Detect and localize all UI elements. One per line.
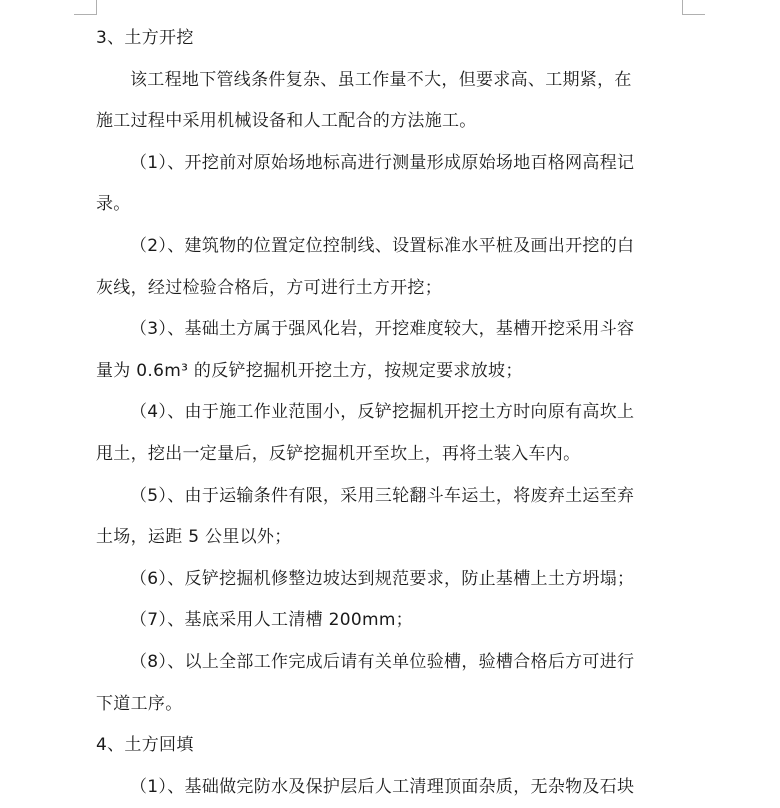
- document-page: [96, 18, 686, 808]
- section-heading: [96, 725, 686, 767]
- paragraph-line: 量为 0.6m³ 的反铲挖掘机开挖土方，按规定要求放坡；: [96, 360, 523, 381]
- paragraph: [96, 642, 686, 725]
- paragraph-line: 灰线，经过检验合格后，方可进行土方开挖；: [96, 277, 442, 298]
- paragraph: [96, 392, 686, 475]
- paragraph-line: 甩土，挖出一定量后，反铲挖掘机开至坎上，再将土装入车内。: [96, 443, 581, 464]
- paragraph-line: 该工程地下管线条件复杂、虽工作量不大，但要求高、工期紧，在: [130, 69, 632, 90]
- section-heading: [96, 18, 686, 60]
- paragraph-line: （7）、基底采用人工清槽 200mm；: [130, 610, 413, 631]
- paragraph-line: （1）、开挖前对原始场地标高进行测量形成原始场地百格网高程记: [130, 152, 635, 173]
- paragraph: [96, 60, 686, 143]
- page-corner-mark-right: [682, 0, 705, 15]
- paragraph: [96, 600, 686, 642]
- paragraph-line: 施工过程中采用机械设备和人工配合的方法施工。: [96, 111, 477, 132]
- paragraph-line: （4）、由于施工作业范围小，反铲挖掘机开挖土方时向原有高坎上: [130, 402, 635, 423]
- paragraph-line: 下道工序。: [96, 693, 183, 714]
- paragraph: [96, 767, 686, 808]
- paragraph-line: （6）、反铲挖掘机修整边坡达到规范要求，防止基槽上土方坍塌；: [130, 568, 635, 589]
- paragraph-line: （8）、以上全部工作完成后请有关单位验槽，验槽合格后方可进行: [130, 651, 635, 672]
- paragraph-line: 土场，运距 5 公里以外；: [96, 527, 292, 548]
- paragraph: [96, 143, 686, 226]
- paragraph: [96, 559, 686, 601]
- paragraph-line: （3）、基础土方属于强风化岩，开挖难度较大，基槽开挖采用斗容: [130, 319, 635, 340]
- paragraph: [96, 309, 686, 392]
- section-heading-text: 4、土方回填: [96, 735, 194, 756]
- section-heading-text: 3、土方开挖: [96, 28, 194, 48]
- paragraph-line: （2）、建筑物的位置定位控制线、设置标准水平桩及画出开挖的白: [130, 235, 635, 256]
- paragraph-line: 录。: [96, 194, 131, 215]
- page-corner-mark-left: [74, 0, 97, 15]
- paragraph: [96, 226, 686, 309]
- paragraph-line: （5）、由于运输条件有限，采用三轮翻斗车运土，将废弃土运至弃: [130, 485, 635, 506]
- paragraph-line: （1）、基础做完防水及保护层后人工清理顶面杂质，无杂物及石块: [130, 776, 635, 797]
- paragraph: [96, 476, 686, 559]
